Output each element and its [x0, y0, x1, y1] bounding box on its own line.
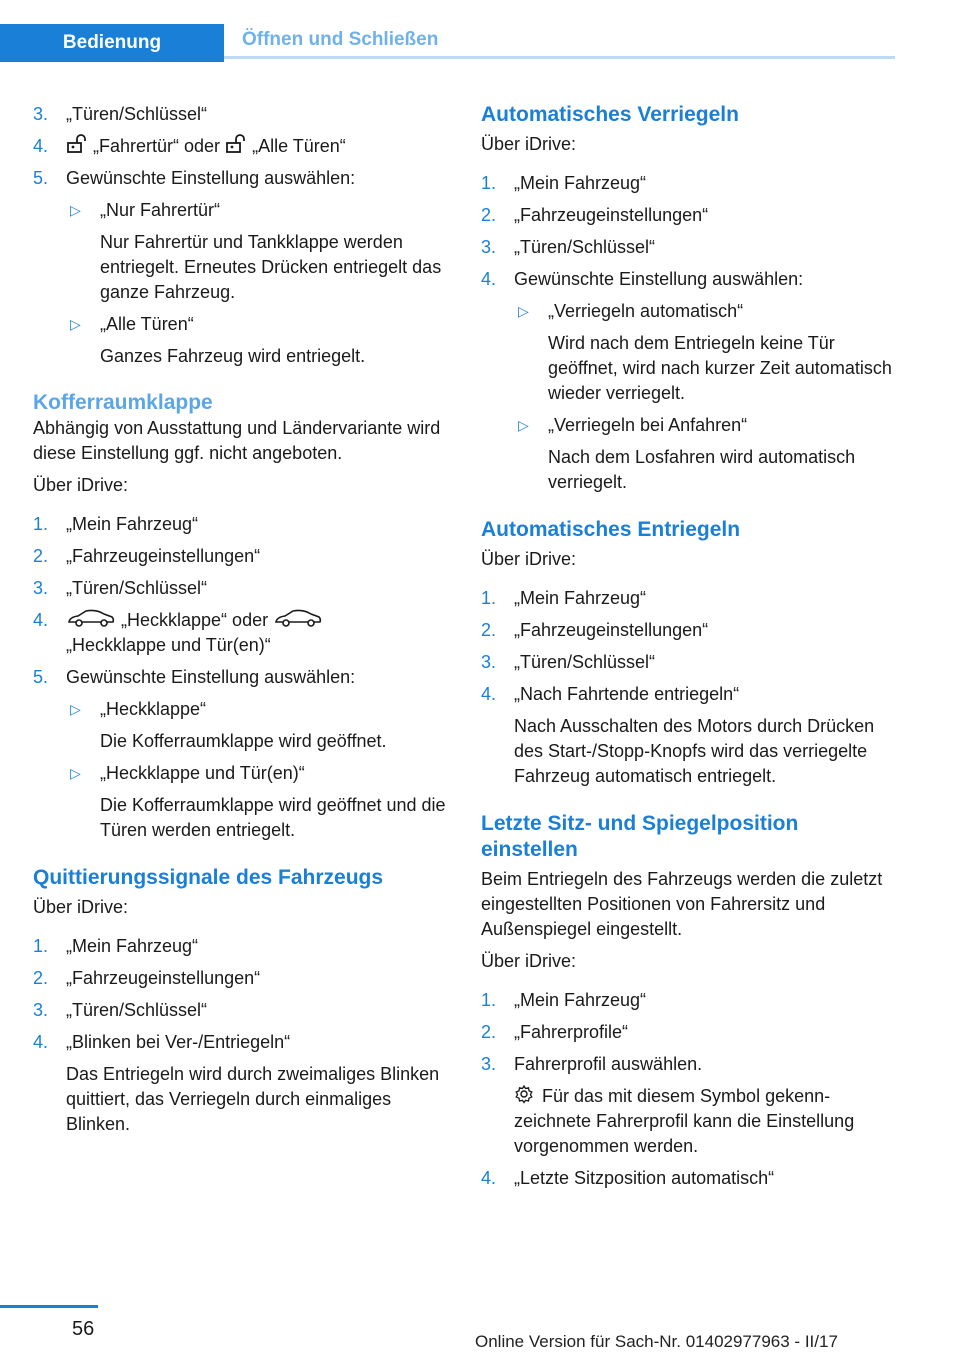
triangle-bullet-icon: ▷ — [518, 417, 529, 433]
list-item: 2. „Fahrzeugeinstellungen“ — [33, 546, 261, 566]
car-trunk-doors-icon — [273, 608, 323, 628]
list-item: 3. „Türen/Schlüssel“ — [33, 104, 208, 124]
list-item: 3. „Türen/Schlüssel“ — [481, 652, 656, 672]
list-item: 1. „Mein Fahrzeug“ — [481, 990, 647, 1010]
list-item: 2. „Fahrzeugeinstellungen“ — [481, 620, 709, 640]
via-idrive-text: Über iDrive: — [481, 951, 577, 971]
list-item: ▷ „Heckklappe“ Die Kofferraumklappe wird geöffnet. — [70, 699, 387, 751]
page-header — [0, 0, 895, 62]
gear-icon — [514, 1084, 534, 1104]
list-item: 5. Gewünschte Einstellung auswählen: ▷ „Heckklappe“ Die Kofferraumklappe wird geöffnet. ▷ „Heckklappe und Tür(en)“ Die Kofferraumklappe wird geöffnet und die Türen werden entriegelt. — [33, 665, 448, 843]
list-item: 4. „Nach Fahrtende entriegeln“ Nach Ausschalten des Motors durch Drücken des Start-/Stopp-Knopfs wird das verriegelte Fahrzeug automatisch entriegelt. — [481, 684, 875, 786]
section-heading: Kofferraumklappe — [33, 391, 213, 414]
right-column — [481, 102, 901, 1191]
list-item: 1. „Mein Fahrzeug“ — [33, 514, 199, 534]
list-item: 4. Gewünschte Einstellung auswählen: ▷ „Verriegeln automatisch“ Wird nach dem Entriegeln keine Tür geöffnet, wird nach kurzer Zeit automatisch wieder verriegelt. ▷ „Verriegeln bei Anfahren“ Nach dem Losfahren wird automatisch verriegelt. — [481, 267, 901, 495]
via-idrive-text: Über iDrive: — [33, 897, 129, 917]
via-idrive-text: Über iDrive: — [33, 475, 129, 495]
section-heading: Letzte Sitz- und Spiegelposition einstellen — [481, 812, 799, 861]
options-list — [66, 198, 448, 369]
list-item: 5. Gewünschte Einstellung auswählen: ▷ „Nur Fahrertür“ Nur Fahrertür und Tankklappe werden entriegelt. Erneutes Drücken entriegelt das ganze Fahrzeug. ▷ „Alle Türen“ Ganzes Fahrzeug wird entriegelt. — [33, 166, 448, 369]
list-item: 4. „Letzte Sitzposition automatisch“ — [481, 1168, 775, 1188]
footer-divider — [0, 1305, 98, 1308]
triangle-bullet-icon: ▷ — [70, 765, 81, 781]
section-heading: Automatisches Entriegeln — [481, 518, 741, 541]
trunk-steps-list — [33, 512, 448, 843]
list-item: 3. „Türen/Schlüssel“ — [33, 578, 208, 598]
list-item: 3. „Türen/Schlüssel“ — [33, 1000, 208, 1020]
list-item: 3. Fahrerprofil auswählen. Für das mit diesem Symbol gekennzeichnete Fahrerprofil kann die Einstellung vorgenommen werden. — [481, 1054, 855, 1156]
via-idrive-text: Über iDrive: — [481, 549, 577, 569]
list-item: 2. „Fahrzeugeinstellungen“ — [481, 205, 709, 225]
list-item: 4. „Blinken bei Ver-/Entriegeln“ Das Entriegeln wird durch zweimaliges Blinken quittiert, das Verriegeln durch einmaliges Blinken. — [33, 1032, 440, 1134]
triangle-bullet-icon: ▷ — [70, 701, 81, 717]
driver-door-unlock-icon — [66, 134, 88, 154]
left-column — [33, 102, 448, 1137]
list-item: 2. „Fahrerprofile“ — [481, 1022, 629, 1042]
options-list — [66, 697, 448, 843]
list-item: 1. „Mein Fahrzeug“ — [33, 936, 199, 956]
chapter-tab: Bedienung — [0, 24, 224, 62]
seat-steps-list — [481, 988, 901, 1191]
section-tab: Öffnen und Schließen — [224, 24, 895, 59]
list-item: ▷ „Verriegeln bei Anfahren“ Nach dem Losfahren wird automatisch verriegelt. — [518, 415, 856, 492]
auto-unlock-steps-list — [481, 586, 901, 789]
list-item: 3. „Türen/Schlüssel“ — [481, 237, 656, 257]
auto-lock-steps-list — [481, 171, 901, 495]
triangle-bullet-icon: ▷ — [70, 202, 81, 218]
list-item: 2. „Fahrzeugeinstellungen“ — [33, 968, 261, 988]
section-heading: Quittierungssignale des Fahrzeugs — [33, 866, 384, 889]
signal-steps-list — [33, 934, 448, 1137]
section-heading: Automatisches Verriegeln — [481, 103, 739, 126]
triangle-bullet-icon: ▷ — [70, 316, 81, 332]
triangle-bullet-icon: ▷ — [518, 303, 529, 319]
section-intro: Abhängig von Ausstattung und Ländervariante wird diese Einstellung ggf. nicht angeboten. — [33, 418, 441, 463]
list-item: ▷ „Alle Türen“ Ganzes Fahrzeug wird entriegelt. — [70, 314, 366, 366]
list-item: ▷ „Verriegeln automatisch“ Wird nach dem Entriegeln keine Tür geöffnet, wird nach kurzer Zeit automatisch wieder verriegelt. — [518, 301, 892, 403]
list-item: 1. „Mein Fahrzeug“ — [481, 588, 647, 608]
list-item: 4. „Fahrertür“ oder „Alle Türen“ — [33, 136, 346, 156]
footer-version-text: Online Version für Sach-Nr. 01402977963 - II/17 — [475, 1332, 838, 1351]
options-list — [514, 299, 901, 495]
car-trunk-icon — [66, 608, 116, 628]
via-idrive-text: Über iDrive: — [481, 134, 577, 154]
list-item: ▷ „Nur Fahrertür“ Nur Fahrertür und Tankklappe werden entriegelt. Erneutes Drücken entriegelt das ganze Fahrzeug. — [70, 200, 442, 302]
list-item: 1. „Mein Fahrzeug“ — [481, 173, 647, 193]
all-doors-unlock-icon — [225, 134, 247, 154]
page-number: 56 — [72, 1318, 95, 1340]
list-item: 4. „Heckklappe“ oder „Heckklappe und Tür(en)“ — [33, 608, 448, 658]
list-item: ▷ „Heckklappe und Tür(en)“ Die Kofferraumklappe wird geöffnet und die Türen werden entriegelt. — [70, 763, 446, 840]
door-steps-list — [33, 102, 448, 369]
section-intro: Beim Entriegeln des Fahrzeugs werden die zuletzt eingestellten Positionen von Fahrersitz und Außenspiegel eingestellt. — [481, 869, 883, 939]
